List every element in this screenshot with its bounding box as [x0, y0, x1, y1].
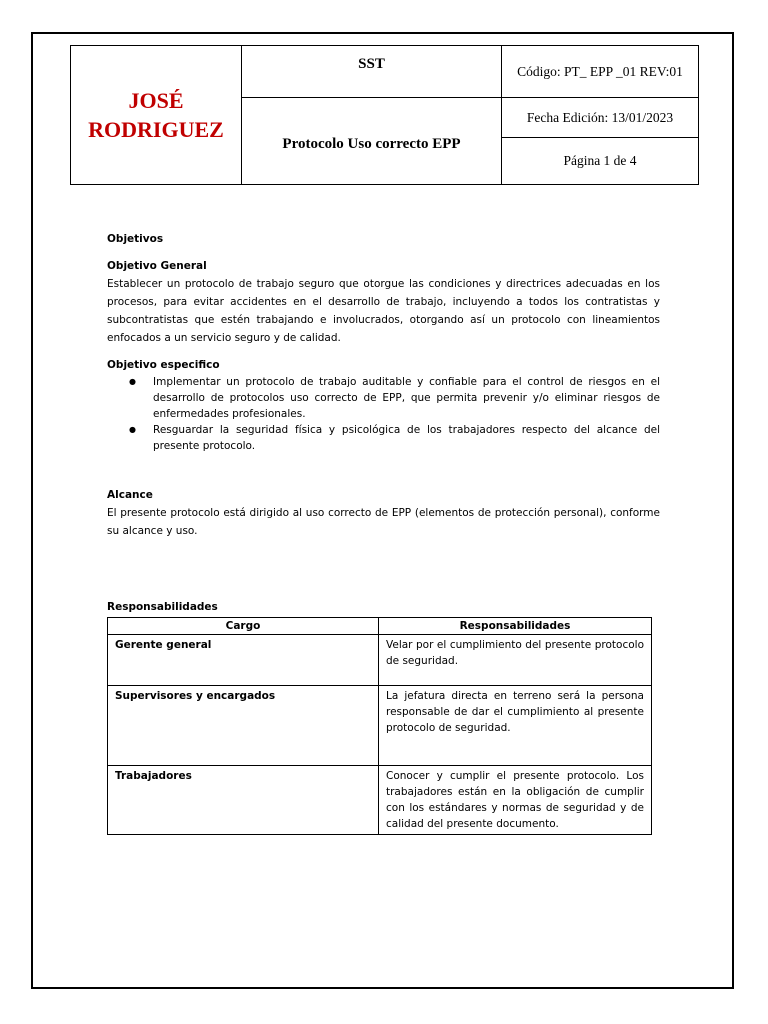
table-row	[108, 686, 652, 766]
system-label: SST	[242, 46, 502, 98]
edition-date: Fecha Edición: 13/01/2023	[502, 98, 699, 138]
company-name	[71, 46, 242, 185]
specific-objective-heading: Objetivo especifico	[107, 359, 220, 371]
table-row	[108, 766, 652, 835]
responsibilities-heading: Responsabilidades	[107, 601, 218, 613]
list-item: ● Resguardar la seguridad física y psicológica de los trabajadores respecto del alcance del presente protocolo.	[107, 422, 660, 454]
cargo-cell: Trabajadores	[108, 766, 379, 835]
column-header-responsabilidades: Responsabilidades	[379, 618, 652, 635]
cargo-cell: Supervisores y encargados	[108, 686, 379, 766]
company-name-line1: JOSÉ	[128, 88, 184, 113]
general-objective-text: Establecer un protocolo de trabajo seguro que otorgue las condiciones y directrices adecuadas en los procesos, para evitar accidentes en el desarrollo de trabajo, incluyendo a todos los contratistas y subcontratistas que estén trabajando e involucrados, otorgando así un protocolo con lineamientos enfocados a un servicio seguro y de calidad.	[107, 278, 660, 344]
document-body	[107, 230, 660, 835]
company-name-line2: RODRIGUEZ	[88, 117, 224, 142]
objectives-heading: Objetivos	[107, 233, 164, 245]
list-item: ● Implementar un protocolo de trabajo auditable y confiable para el control de riesgos en el desarrollo de protocolos uso correcto de EPP, que permita prevenir y/o eliminar riesgos de enfermedades profesionales.	[107, 374, 660, 422]
responsibility-cell: La jefatura directa en terreno será la persona responsable de dar el cumplimiento al presente protocolo de seguridad.	[379, 686, 652, 766]
column-header-cargo: Cargo	[108, 618, 379, 635]
table-row	[108, 635, 652, 686]
scope-text: El presente protocolo está dirigido al uso correcto de EPP (elementos de protección personal), conforme su alcance y uso.	[107, 507, 660, 537]
page-number: Página 1 de 4	[502, 138, 699, 185]
document-header-table	[70, 45, 699, 185]
specific-objectives-list	[107, 374, 660, 454]
document-title: Protocolo Uso correcto EPP	[242, 98, 502, 185]
responsibilities-table	[107, 617, 652, 835]
responsibility-cell: Velar por el cumplimiento del presente protocolo de seguridad.	[379, 635, 652, 686]
document-code: Código: PT_ EPP _01 REV:01	[502, 46, 699, 98]
scope-heading: Alcance	[107, 489, 153, 501]
general-objective-heading: Objetivo General	[107, 260, 207, 272]
cargo-cell: Gerente general	[108, 635, 379, 686]
responsibility-cell: Conocer y cumplir el presente protocolo. Los trabajadores están en la obligación de cumplir con los estándares y normas de seguridad y de calidad del presente documento.	[379, 766, 652, 835]
